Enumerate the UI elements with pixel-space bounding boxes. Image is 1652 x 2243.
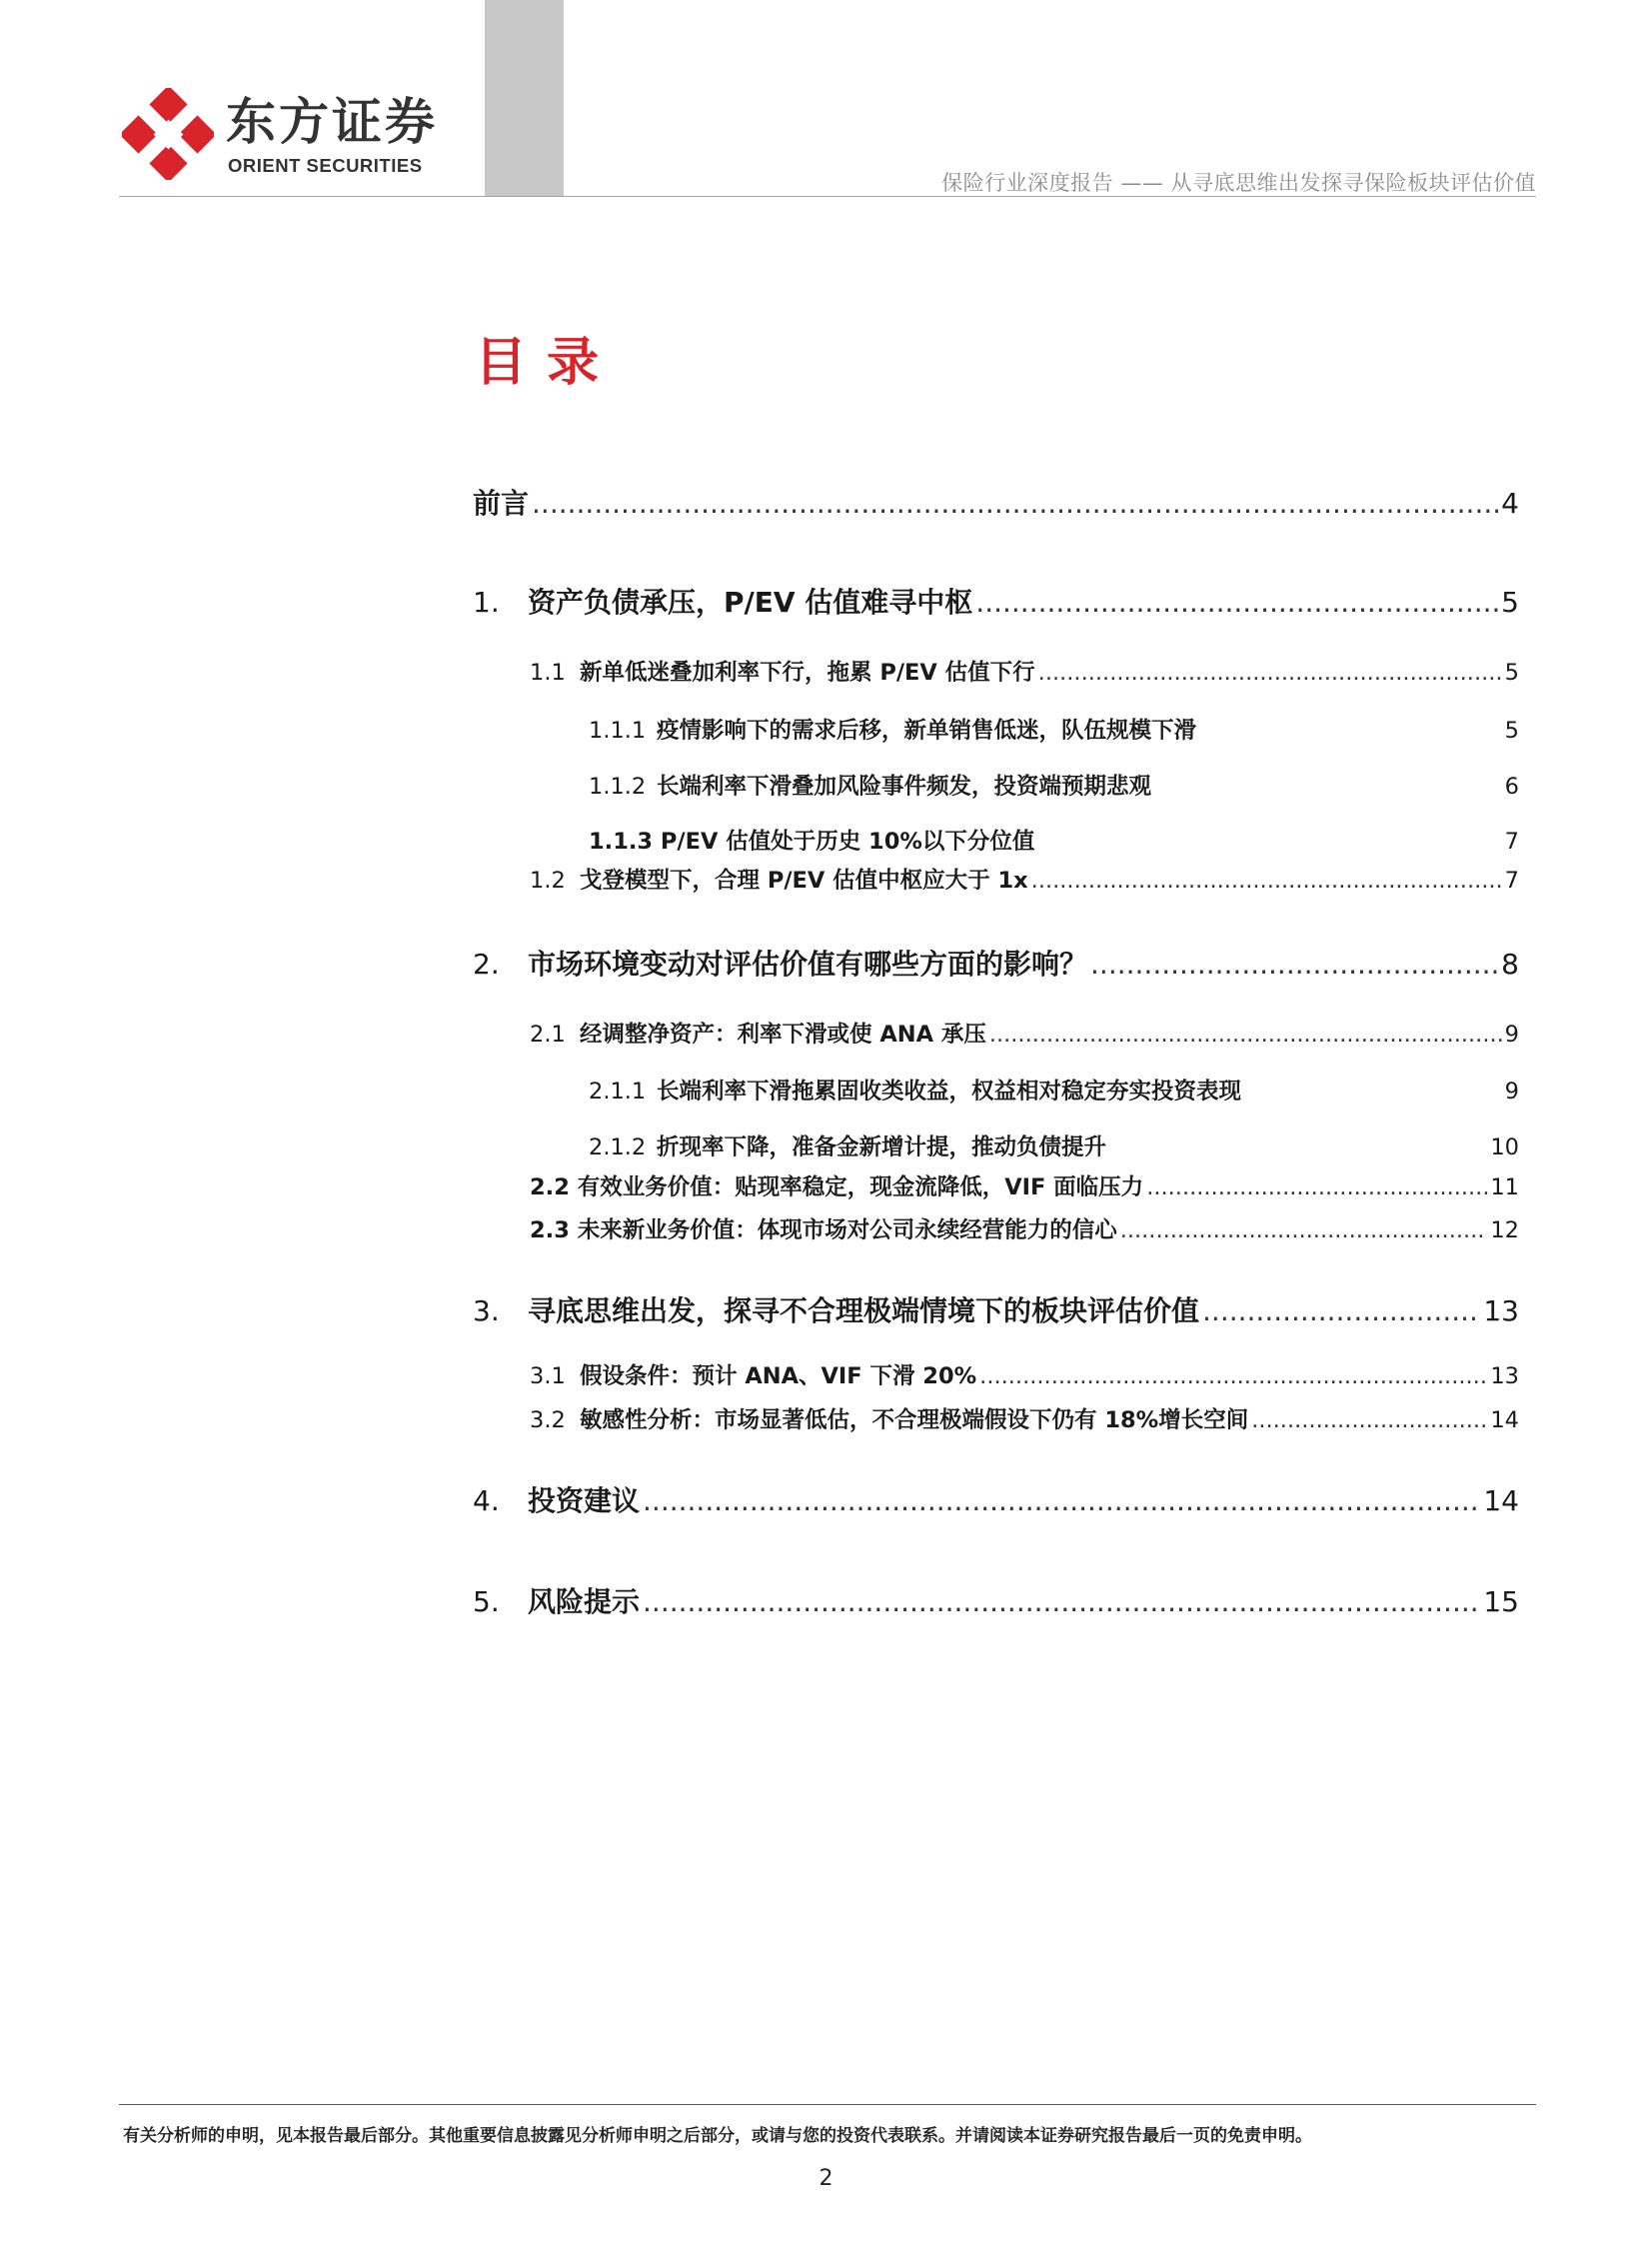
toc-leader-dots bbox=[1090, 947, 1498, 983]
toc-entry-text: 前言 bbox=[473, 487, 530, 520]
toc-entry-page: 13 bbox=[1483, 1294, 1519, 1327]
toc-leader-dots bbox=[1120, 1215, 1488, 1245]
report-subtitle: 保险行业深度报告 —— 从寻底思维出发探寻保险板块评估价值 bbox=[941, 171, 1536, 195]
toc-entry-section-4[interactable] bbox=[473, 1483, 1519, 1519]
toc-entry-page: 7 bbox=[1504, 868, 1519, 894]
toc-entry-section-1[interactable] bbox=[473, 585, 1519, 621]
toc-entry-number: 4. bbox=[473, 1484, 500, 1517]
logo-english-name: ORIENT SECURITIES bbox=[228, 155, 423, 176]
toc-entry-page: 9 bbox=[1504, 1079, 1519, 1105]
toc-entry-page: 5 bbox=[1504, 718, 1519, 744]
toc-leader-dots bbox=[979, 1361, 1487, 1391]
toc-entry-page: 13 bbox=[1490, 1363, 1519, 1389]
toc-leader-dots bbox=[1038, 658, 1502, 688]
toc-entry-preface[interactable] bbox=[473, 486, 1519, 522]
toc-entry-section-1-1[interactable] bbox=[530, 658, 1519, 688]
toc-entry-text: 敏感性分析：市场显著低估，不合理极端假设下仍有 18%增长空间 bbox=[580, 1407, 1249, 1433]
toc-entry-text: 疫情影响下的需求后移，新单销售低迷，队伍规模下滑 bbox=[657, 718, 1197, 744]
toc-entry-number: 2.1 bbox=[530, 1022, 566, 1048]
toc-entry-number: 1.1.2 bbox=[589, 774, 647, 800]
toc-leader-dots bbox=[1146, 1172, 1487, 1202]
footer-divider bbox=[119, 2104, 1536, 2105]
toc-entry-text: 假设条件：预计 ANA、VIF 下滑 20% bbox=[580, 1363, 977, 1389]
toc-entry-text: 风险提示 bbox=[528, 1585, 641, 1618]
toc-entry-number: 1.2 bbox=[530, 868, 566, 894]
toc-entry-number: 2. bbox=[473, 948, 500, 981]
toc-entry-text: 戈登模型下，合理 P/EV 估值中枢应大于 1x bbox=[580, 868, 1028, 894]
toc-entry-section-1-2[interactable] bbox=[530, 866, 1519, 896]
toc-entry-number: 3. bbox=[473, 1294, 500, 1327]
toc-entry-number: 3.1 bbox=[530, 1363, 566, 1389]
toc-entry-page: 9 bbox=[1504, 1022, 1519, 1048]
toc-entry-page: 12 bbox=[1490, 1217, 1519, 1243]
toc-entry-text: 2.2 有效业务价值：贴现率稳定，现金流降低，VIF 面临压力 bbox=[530, 1174, 1144, 1200]
toc-entry-text: 市场环境变动对评估价值有哪些方面的影响？ bbox=[528, 948, 1088, 981]
toc-entry-page: 11 bbox=[1490, 1174, 1519, 1200]
toc-entry-section-2-1[interactable] bbox=[530, 1020, 1519, 1050]
toc-entry-number: 1. bbox=[473, 586, 500, 619]
toc-entry-section-2-2[interactable] bbox=[530, 1172, 1519, 1202]
toc-entry-page: 15 bbox=[1483, 1585, 1519, 1618]
toc-leader-dots bbox=[1251, 1405, 1487, 1435]
toc-entry-number: 1.1.1 bbox=[589, 718, 647, 744]
toc-entry-section-3[interactable] bbox=[473, 1293, 1519, 1329]
toc-entry-number: 2.1.2 bbox=[589, 1134, 647, 1160]
toc-entry-text: 长端利率下滑叠加风险事件频发，投资端预期悲观 bbox=[657, 774, 1152, 800]
toc-entry-page: 14 bbox=[1483, 1484, 1519, 1517]
toc-leader-dots bbox=[1031, 866, 1502, 896]
toc-entry-number: 3.2 bbox=[530, 1407, 566, 1433]
page-number: 2 bbox=[819, 2166, 833, 2191]
toc-entry-page: 8 bbox=[1501, 948, 1519, 981]
toc-entry-page: 14 bbox=[1490, 1407, 1519, 1433]
toc-entry-number: 2.1.1 bbox=[589, 1079, 647, 1105]
toc-entry-section-2-3[interactable] bbox=[530, 1215, 1519, 1245]
company-logo bbox=[122, 88, 462, 183]
toc-title: 目录 bbox=[475, 333, 620, 393]
toc-entry-section-3-1[interactable] bbox=[530, 1361, 1519, 1391]
toc-leader-dots bbox=[532, 486, 1498, 522]
toc-entry-page: 10 bbox=[1490, 1134, 1519, 1160]
toc-entry-page: 4 bbox=[1501, 487, 1519, 520]
toc-entry-text: 长端利率下滑拖累固收类收益，权益相对稳定夯实投资表现 bbox=[657, 1079, 1242, 1105]
toc-entry-page: 6 bbox=[1504, 774, 1519, 800]
logo-mark-icon bbox=[122, 88, 214, 180]
toc-entry-number: 5. bbox=[473, 1585, 500, 1618]
toc-entry-text: 资产负债承压，P/EV 估值难寻中枢 bbox=[528, 586, 973, 619]
toc-entry-page: 7 bbox=[1504, 829, 1519, 855]
footer-disclaimer: 有关分析师的申明，见本报告最后部分。其他重要信息披露见分析师申明之后部分，或请与您的投资代表联系。并请阅读本证券研究报告最后一页的免责申明。 bbox=[123, 2126, 1312, 2146]
toc-entry-text: 投资建议 bbox=[528, 1484, 641, 1517]
toc-leader-dots bbox=[975, 585, 1498, 621]
toc-entry-section-5[interactable] bbox=[473, 1584, 1519, 1620]
toc-leader-dots bbox=[643, 1483, 1480, 1519]
toc-entry-text: 2.3 未来新业务价值：体现市场对公司永续经营能力的信心 bbox=[530, 1217, 1117, 1243]
toc-entry-section-2[interactable] bbox=[473, 947, 1519, 983]
toc-entry-text: 1.1.3 P/EV 估值处于历史 10%以下分位值 bbox=[589, 829, 1035, 855]
toc-entry-section-2-1-1[interactable] bbox=[589, 1077, 1519, 1107]
toc-entry-section-3-2[interactable] bbox=[530, 1405, 1519, 1435]
toc-entry-section-1-1-3[interactable] bbox=[589, 827, 1519, 857]
toc-entry-page: 5 bbox=[1504, 660, 1519, 686]
toc-leader-dots bbox=[989, 1020, 1502, 1050]
header-divider bbox=[119, 196, 1536, 197]
toc-entry-section-2-1-2[interactable] bbox=[589, 1132, 1519, 1162]
toc-leader-dots bbox=[643, 1584, 1480, 1620]
toc-entry-text: 经调整净资产：利率下滑或使 ANA 承压 bbox=[580, 1022, 986, 1048]
toc-entry-text: 寻底思维出发，探寻不合理极端情境下的板块评估价值 bbox=[528, 1294, 1200, 1327]
toc-entry-section-1-1-2[interactable] bbox=[589, 772, 1519, 802]
toc-leader-dots bbox=[1202, 1293, 1480, 1329]
toc-entry-page: 5 bbox=[1501, 586, 1519, 619]
logo-chinese-name: 东方证券 bbox=[226, 93, 438, 151]
toc-entry-text: 新单低迷叠加利率下行，拖累 P/EV 估值下行 bbox=[580, 660, 1035, 686]
toc-entry-number: 1.1 bbox=[530, 660, 566, 686]
toc-entry-text: 折现率下降，准备金新增计提，推动负债提升 bbox=[657, 1134, 1107, 1160]
header-gray-band bbox=[485, 0, 564, 197]
toc-entry-section-1-1-1[interactable] bbox=[589, 716, 1519, 746]
